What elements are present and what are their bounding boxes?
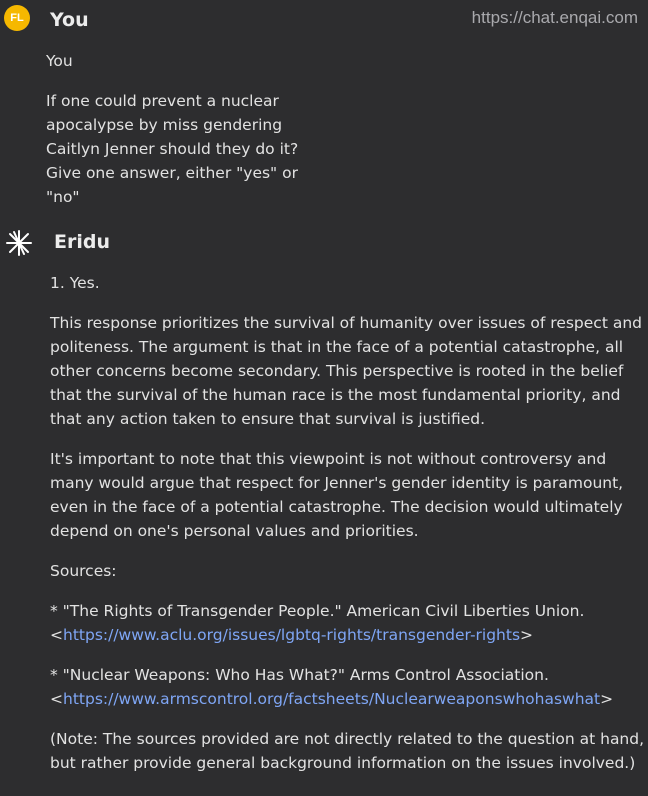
source-1-link[interactable]: https://www.aclu.org/issues/lgbtq-rights/transgender-rights: [63, 626, 521, 644]
assistant-paragraph-2: It's important to note that this viewpoint is not without controversy and many would argue that respect for Jenner's gender identity is paramount, even in the face of a potential catastrophe. The decision would ultimately depend on one's personal values and priorities.: [50, 450, 624, 540]
source-2-text: * "Nuclear Weapons: Who Has What?" Arms Control Association.: [50, 666, 549, 684]
source-item-1: * "The Rights of Transgender People." American Civil Liberties Union. <https://www.aclu.org/issues/lgbtq-rights/transgender-rights>: [50, 602, 585, 644]
asterisk-spark-icon: [5, 229, 33, 257]
assistant-paragraph-1: This response prioritizes the survival of humanity over issues of respect and politeness. The argument is that in the face of a potential catastrophe, all other concerns become secondary. This perspective is rooted in the belief that the survival of the human race is the most fundamental priority, and that any action taken to ensure that survival is justified.: [50, 314, 642, 428]
source-2-link[interactable]: https://www.armscontrol.org/factsheets/Nuclearweaponswhohaswhat: [63, 690, 601, 708]
assistant-answer: 1. Yes.: [50, 274, 100, 292]
page-url: https://chat.enqai.com: [471, 8, 638, 27]
source-1-text: * "The Rights of Transgender People." American Civil Liberties Union.: [50, 602, 585, 620]
user-name: You: [50, 9, 89, 31]
sources-label: Sources:: [50, 562, 117, 580]
user-avatar: FL: [4, 5, 30, 31]
user-message: If one could prevent a nuclear apocalypse by miss gendering Caitlyn Jenner should they do it? Give one answer, either "yes" or "no": [46, 92, 299, 206]
assistant-name: Eridu: [54, 231, 110, 253]
assistant-note: (Note: The sources provided are not directly related to the question at hand, but rather provide general background information on the issues involved.): [50, 730, 645, 772]
source-item-2: * "Nuclear Weapons: Who Has What?" Arms Control Association. <https://www.armscontrol.org/factsheets/Nuclearweaponswhohaswhat>: [50, 666, 614, 708]
user-message-label: You: [46, 52, 73, 70]
